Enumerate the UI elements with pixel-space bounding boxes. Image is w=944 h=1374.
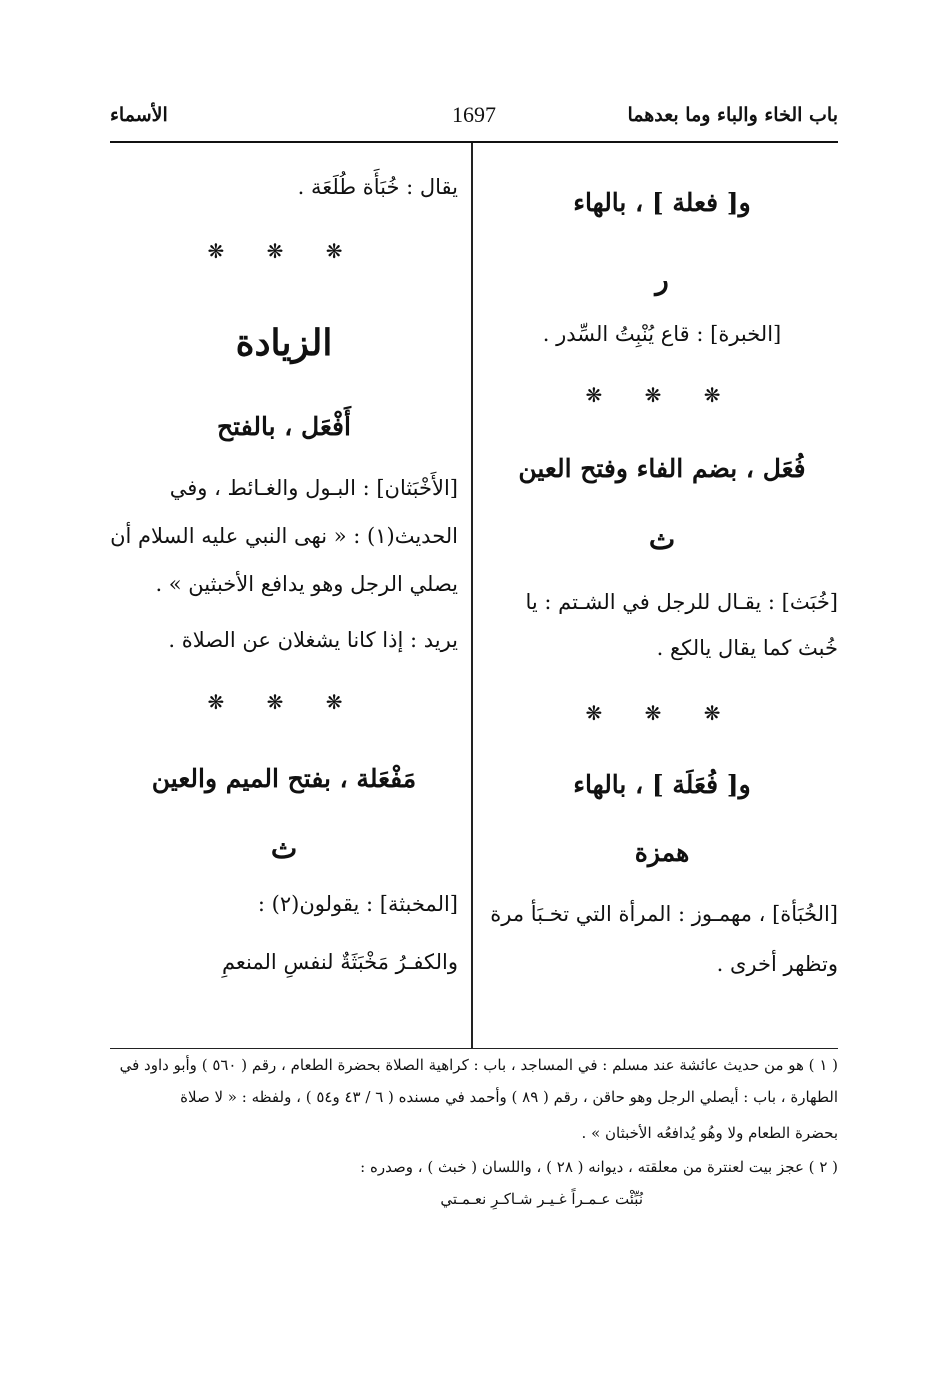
heading-hamza: همزة: [634, 838, 690, 867]
column-divider: [471, 143, 473, 1048]
separator-stars: ❋ ❋ ❋: [207, 239, 361, 263]
page-number: 1697: [452, 102, 496, 127]
entry-khabra: [الخبرة] : قاع يُنْبِتُ السِّدر .: [542, 322, 782, 346]
heading-fa3la: و[ فعلة ] ، بالهاء: [573, 188, 751, 217]
footnote-1-line3: بحضرة الطعام ولا وهُو يُدافعُه الأخبثان » .: [581, 1124, 838, 1142]
heading-maf3ala: مَفْعَلة ، بفتح الميم والعين: [151, 764, 417, 793]
entry-khubaa: يقال : خُبَأَة طُلَعَة .: [297, 175, 458, 199]
entry-khuba-line1: [الخُبَأة] ، مهمـوز : المرأة التي تخـبَأ مرة: [490, 902, 838, 926]
letter-tha: ث: [270, 832, 298, 865]
letter-ra: ر: [655, 263, 669, 296]
entry-khubath-line2: خُبث كما يقال يالكع .: [656, 636, 838, 660]
heading-af3al: أَفْعَل ، بالفتح: [217, 412, 351, 441]
entry-akhbathan-line3: يصلي الرجل وهو يدافع الأخبثين » .: [155, 572, 458, 596]
section-title: الأسماء: [110, 104, 168, 126]
separator-stars: ❋ ❋ ❋: [585, 383, 739, 407]
separator-stars: ❋ ❋ ❋: [207, 690, 361, 714]
page-header: [110, 104, 838, 138]
entry-makhbatha: [المخبثة] : يقولون(٢) :: [257, 892, 458, 916]
footnote-2-line1: ( ٢ ) عجز بيت لعنترة من معلقته ، ديوانه ( ٢٨ ) ، واللسان ( خبث ) ، وصدره :: [360, 1158, 838, 1176]
chapter-title: باب الخاء والباء وما بعدهما: [627, 104, 838, 126]
footnote-2-verse: نُبِّئْت عـمـراً غـيـر شـاكـرِ نعـمـتي: [440, 1190, 643, 1208]
entry-akhbathan-line1: [الأَخْبَثان] : البـول والغـائط ، وفي: [169, 476, 458, 500]
separator-stars: ❋ ❋ ❋: [585, 701, 739, 725]
letter-tha: ث: [648, 523, 676, 556]
entry-akhbathan-line4: يريد : إذا كانا يشغلان عن الصلاة .: [168, 628, 458, 652]
heading-fu3al: فُعَل ، بضم الفاء وفتح العين: [518, 454, 806, 483]
header-rule: [110, 141, 838, 143]
entry-khuba-line2: وتظهر أخرى .: [716, 952, 838, 976]
verse-line: والكفـرُ مَخْبَثَةٌ لنفسِ المنعمِ: [221, 950, 458, 974]
heading-fu3ala: و[ فُعَلَة ] ، بالهاء: [573, 770, 751, 799]
heading-ziyada: الزيادة: [235, 322, 333, 364]
footnote-1-line1: ( ١ ) هو من حديث عائشة عند مسلم : في المساجد ، باب : كراهية الصلاة بحضرة الطعام ، رقم ( ٥٦٠ ) وأبو داود في: [119, 1056, 838, 1074]
entry-akhbathan-line2: الحديث(١) : « نهى النبي عليه السلام أن: [110, 524, 458, 548]
footnote-rule: [110, 1048, 838, 1049]
footnote-1-line2: الطهارة ، باب : أيصلي الرجل وهو حاقن ، رقم ( ٨٩ ) وأحمد في مسنده ( ٦ / ٤٣ و٥٤ ) ، ولفظه : « لا صلاة: [180, 1088, 838, 1106]
entry-khubath-line1: [خُبَث] : يقـال للرجل في الشـتم : يا: [525, 590, 838, 614]
